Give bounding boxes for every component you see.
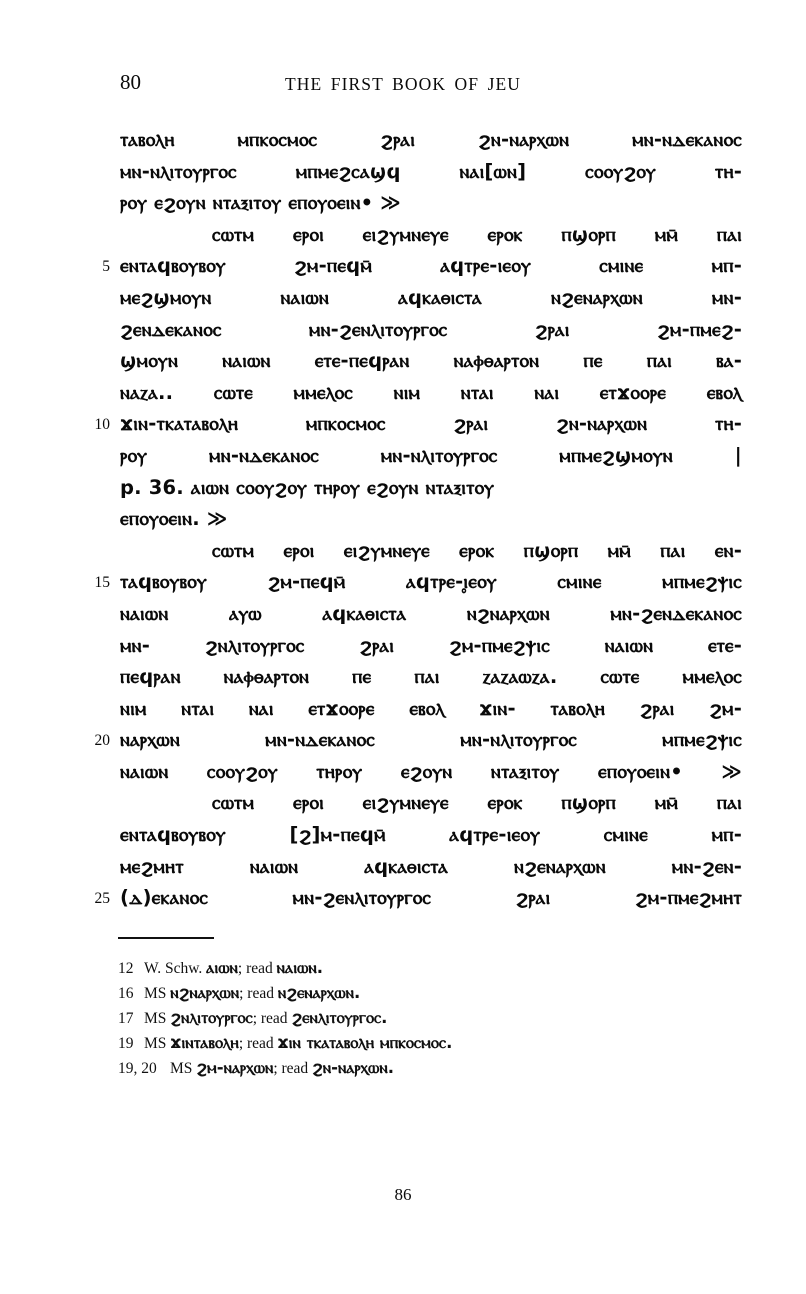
coptic-line-text: ⲉⲛⲧⲁϥⲃⲟⲩⲃⲟⲩ ϩⲙ-ⲡⲉϥⲙ̄ ⲁϥⲧⲣⲉ-ⲓⲉⲟⲩ ⲥⲙⲓⲛⲉ ⲙⲡ-	[120, 254, 742, 278]
text-line	[120, 661, 742, 693]
apparatus-line-ref: 19, 20	[118, 1060, 157, 1077]
line-number: 10	[94, 416, 110, 434]
text-line	[120, 219, 742, 251]
coptic-line-text: ⲙⲉϩⲙⲏⲧ ⲛⲁⲓⲱⲛ ⲁϥⲕⲁⲑⲓⲥⲧⲁ ⲛϩⲉⲛⲁⲣⲭⲱⲛ ⲙⲛ-ϩⲉⲛ-	[120, 854, 742, 878]
text-line	[120, 535, 742, 567]
apparatus-corrected-reading: ϫⲓⲛ ⲧⲕⲁⲧⲁⲃⲟⲗⲏ ⲙⲡⲕⲟⲥⲙⲟⲥ.	[277, 1033, 453, 1052]
coptic-line-text: ⲥⲱⲧⲙ ⲉⲣⲟⲓ ⲉⲓϩⲩⲙⲛⲉⲩⲉ ⲉⲣⲟⲕ ⲡϣⲟⲣⲡ ⲙⲙ̄ ⲡⲁⲓ	[212, 791, 742, 815]
text-line	[102, 250, 742, 282]
text-line	[120, 314, 742, 346]
apparatus-line-ref: 16	[118, 985, 134, 1002]
critical-apparatus	[118, 955, 758, 1080]
text-line	[94, 724, 742, 756]
running-head-folio: 80	[120, 70, 141, 94]
apparatus-line-ref: 12	[118, 960, 134, 977]
coptic-line-text: ⲛⲁⲓⲱⲛ ⲁⲩⲱ ⲁϥⲕⲁⲑⲓⲥⲧⲁ ⲛϩⲛⲁⲣⲭⲱⲛ ⲙⲛ-ϩⲉⲛⲇⲉⲕⲁⲛⲟⲥ	[120, 601, 742, 625]
coptic-line-text: ⲛⲁⲓⲱⲛ ⲥⲟⲟⲩϩⲟⲩ ⲧⲏⲣⲟⲩ ⲉϩⲟⲩⲛ ⲛⲧⲁⲝⲓⲧⲟⲩ ⲉⲡⲟⲩⲟⲉⲓⲛ• ≫	[120, 759, 742, 783]
apparatus-ms-reading: ϫⲓⲛⲧⲁⲃⲟⲗⲏ	[170, 1033, 239, 1052]
text-line	[94, 408, 742, 440]
apparatus-separator: ; read	[238, 1035, 278, 1052]
coptic-line-text: ϣⲙⲟⲩⲛ ⲛⲁⲓⲱⲛ ⲉⲧⲉ-ⲡⲉϥⲣⲁⲛ ⲛⲁⲫⲑⲁⲣⲧⲟⲛ ⲡⲉ ⲡⲁⲓ ⲃⲁ-	[120, 349, 742, 373]
line-number: 25	[94, 890, 110, 908]
apparatus-source-label: MS	[144, 1035, 167, 1052]
apparatus-separator: ; read	[239, 985, 278, 1002]
apparatus-note	[118, 955, 758, 980]
apparatus-ms-reading: ϩⲙ-ⲛⲁⲣⲭⲱⲛ	[196, 1058, 274, 1077]
apparatus-line-ref: 17	[118, 1010, 134, 1027]
coptic-line-text: ϩⲉⲛⲇⲉⲕⲁⲛⲟⲥ ⲙⲛ-ϩⲉⲛⲗⲓⲧⲟⲩⲣⲅⲟⲥ ϩⲣⲁⲓ ϩⲙ-ⲡⲙⲉϩ-	[120, 317, 742, 341]
coptic-line-text: ⲛⲓⲙ ⲛⲧⲁⲓ ⲛⲁⲓ ⲉⲧϫⲟⲟⲣⲉ ⲉⲃⲟⲗ ϫⲓⲛ- ⲧⲁⲃⲟⲗⲏ ϩⲣⲁⲓ ϩⲙ-	[120, 696, 742, 720]
coptic-line-text: ⲙⲉϩϣⲙⲟⲩⲛ ⲛⲁⲓⲱⲛ ⲁϥⲕⲁⲑⲓⲥⲧⲁ ⲛϩⲉⲛⲁⲣⲭⲱⲛ ⲙⲛ-	[120, 285, 742, 309]
apparatus-source-label: MS	[170, 1060, 193, 1077]
line-number: 15	[94, 574, 110, 592]
text-line	[120, 440, 742, 472]
coptic-line-text: ϫⲓⲛ-ⲧⲕⲁⲧⲁⲃⲟⲗⲏ ⲙⲡⲕⲟⲥⲙⲟⲥ ϩⲣⲁⲓ ϩⲛ-ⲛⲁⲣⲭⲱⲛ ⲧⲏ-	[120, 412, 742, 436]
apparatus-corrected-reading: ⲛϩⲉⲛⲁⲣⲭⲱⲛ.	[277, 983, 361, 1002]
apparatus-corrected-reading: ϩⲛ-ⲛⲁⲣⲭⲱⲛ.	[312, 1058, 394, 1077]
apparatus-ms-reading: ⲛϩⲛⲁⲣⲭⲱⲛ	[170, 983, 240, 1002]
apparatus-note	[118, 1030, 758, 1055]
coptic-line-text: ⲣⲟⲩ ⲉϩⲟⲩⲛ ⲛⲧⲁⲝⲓⲧⲟⲩ ⲉⲡⲟⲩⲟⲉⲓⲛ• ≫	[120, 191, 401, 215]
apparatus-separator: ; read	[237, 960, 277, 977]
apparatus-ms-reading: ϩⲛⲗⲓⲧⲟⲩⲣⲅⲟⲥ	[170, 1008, 253, 1027]
text-line	[120, 187, 742, 219]
apparatus-note	[118, 1005, 758, 1030]
foot-folio-number: 86	[394, 1185, 412, 1204]
running-head	[0, 70, 806, 100]
coptic-line-text: ⲛⲁⲍⲁ.. ⲥⲱⲧⲉ ⲙⲙⲉⲗⲟⲥ ⲛⲓⲙ ⲛⲧⲁⲓ ⲛⲁⲓ ⲉⲧϫⲟⲟⲣⲉ ⲉⲃⲟⲗ	[120, 380, 742, 404]
coptic-line-text: p. 36. ⲁⲓⲱⲛ ⲥⲟⲟⲩϩⲟⲩ ⲧⲏⲣⲟⲩ ⲉϩⲟⲩⲛ ⲛⲧⲁⲝⲓⲧⲟⲩ	[120, 475, 495, 499]
text-line	[120, 124, 742, 156]
text-line	[120, 693, 742, 725]
coptic-text-block	[94, 124, 742, 914]
text-line	[120, 630, 742, 662]
coptic-line-text: ⲛⲁⲣⲭⲱⲛ ⲙⲛ-ⲛⲇⲉⲕⲁⲛⲟⲥ ⲙⲛ-ⲛⲗⲓⲧⲟⲩⲣⲅⲟⲥ ⲙⲡⲙⲉϩⲯⲓⲥ	[120, 728, 742, 752]
coptic-line-text: (ⲇ)ⲉⲕⲁⲛⲟⲥ ⲙⲛ-ϩⲉⲛⲗⲓⲧⲟⲩⲣⲅⲟⲥ ϩⲣⲁⲓ ϩⲙ-ⲡⲙⲉϩⲙⲏⲧ	[120, 886, 742, 910]
text-line	[120, 345, 742, 377]
text-line	[120, 503, 742, 535]
text-line	[120, 472, 742, 504]
coptic-line-text: ⲉⲡⲟⲩⲟⲉⲓⲛ. ≫	[120, 507, 228, 531]
text-line	[94, 882, 742, 914]
coptic-line-text: ⲣⲟⲩ ⲙⲛ-ⲛⲇⲉⲕⲁⲛⲟⲥ ⲙⲛ-ⲛⲗⲓⲧⲟⲩⲣⲅⲟⲥ ⲙⲡⲙⲉϩϣⲙⲟⲩⲛ |	[120, 443, 742, 467]
apparatus-separator: ; read	[252, 1010, 292, 1027]
coptic-line-text: ⲥⲱⲧⲙ ⲉⲣⲟⲓ ⲉⲓϩⲩⲙⲛⲉⲩⲉ ⲉⲣⲟⲕ ⲡϣⲟⲣⲡ ⲙⲙ̄ ⲡⲁⲓ	[212, 222, 742, 246]
text-line	[120, 787, 742, 819]
running-head-title: THE FIRST BOOK OF JEU	[284, 74, 522, 94]
apparatus-separator: ; read	[273, 1060, 313, 1077]
apparatus-line-ref: 19	[118, 1035, 134, 1052]
coptic-line-text: ⲙⲛ- ϩⲛⲗⲓⲧⲟⲩⲣⲅⲟⲥ ϩⲣⲁⲓ ϩⲙ-ⲡⲙⲉϩⲯⲓⲥ ⲛⲁⲓⲱⲛ ⲉⲧⲉ-	[120, 633, 742, 657]
coptic-line-text: ⲧⲁⲃⲟⲗⲏ ⲙⲡⲕⲟⲥⲙⲟⲥ ϩⲣⲁⲓ ϩⲛ-ⲛⲁⲣⲭⲱⲛ ⲙⲛ-ⲛⲇⲉⲕⲁⲛⲟⲥ	[120, 128, 742, 151]
text-line	[120, 156, 742, 188]
apparatus-corrected-reading: ⲛⲁⲓⲱⲛ.	[276, 958, 324, 977]
line-number: 20	[94, 732, 110, 750]
text-line	[120, 756, 742, 788]
coptic-line-text: ⲙⲛ-ⲛⲗⲓⲧⲟⲩⲣⲅⲟⲥ ⲙⲡⲙⲉϩⲥⲁϣϥ ⲛⲁⲓ[ⲱⲛ] ⲥⲟⲟⲩϩⲟⲩ ⲧⲏ-	[120, 159, 742, 183]
apparatus-source-label: W. Schw.	[144, 960, 203, 977]
coptic-line-text: ⲥⲱⲧⲙ ⲉⲣⲟⲓ ⲉⲓϩⲩⲙⲛⲉⲩⲉ ⲉⲣⲟⲕ ⲡϣⲟⲣⲡ ⲙⲙ̄ ⲡⲁⲓ ⲉⲛ-	[212, 538, 742, 562]
apparatus-source-label: MS	[144, 1010, 167, 1027]
apparatus-corrected-reading: ϩⲉⲛⲗⲓⲧⲟⲩⲣⲅⲟⲥ.	[291, 1008, 388, 1027]
coptic-line-text: ⲡⲉϥⲣⲁⲛ ⲛⲁⲫⲑⲁⲣⲧⲟⲛ ⲡⲉ ⲡⲁⲓ ⲍⲁⲍⲁⲱⲍⲁ. ⲥⲱⲧⲉ ⲙⲙⲉⲗⲟⲥ	[120, 665, 742, 689]
apparatus-source-label: MS	[144, 985, 167, 1002]
text-line	[120, 282, 742, 314]
apparatus-note	[118, 1055, 758, 1080]
footnote-separator-rule	[118, 937, 214, 939]
text-line	[120, 377, 742, 409]
apparatus-ms-reading: ⲁⲓⲱⲛ	[206, 958, 238, 977]
text-line	[120, 851, 742, 883]
text-line	[120, 598, 742, 630]
text-line	[94, 566, 742, 598]
coptic-line-text: ⲧⲁϥⲃⲟⲩⲃⲟⲩ ϩⲙ-ⲡⲉϥⲙ̄ ⲁϥⲧⲣⲉ-ⲓ̥ⲉⲟⲩ ⲥⲙⲓⲛⲉ ⲙⲡⲙⲉϩⲯⲓⲥ	[120, 570, 742, 594]
coptic-line-text: ⲉⲛⲧⲁϥⲃⲟⲩⲃⲟⲩ [ϩ]ⲙ-ⲡⲉϥⲙ̄ ⲁϥⲧⲣⲉ-ⲓⲉⲟⲩ ⲥⲙⲓⲛⲉ ⲙⲡ-	[120, 823, 742, 847]
apparatus-note	[118, 980, 758, 1005]
line-number: 5	[102, 258, 110, 276]
text-line	[120, 819, 742, 851]
